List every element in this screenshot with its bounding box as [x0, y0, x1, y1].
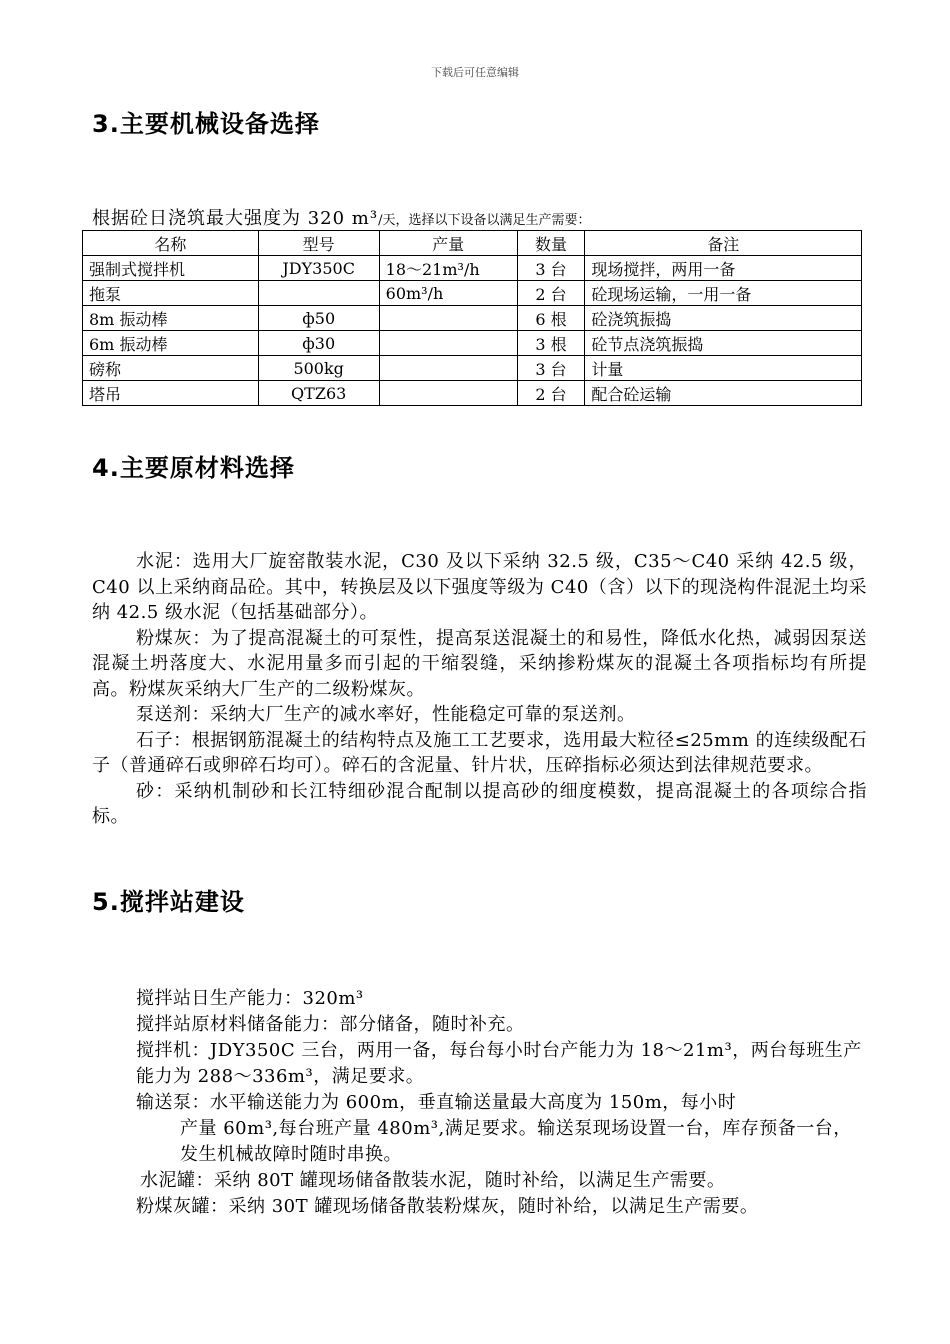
- table-cell: 60m³/h: [379, 281, 517, 306]
- table-row: [83, 356, 862, 381]
- table-cell: 2 台: [517, 281, 585, 306]
- table-cell: 3 台: [517, 356, 585, 381]
- station-mixer: 搅拌机：JDY350C 三台，两用一备，每台每小时台产能力为 18～21m³，两台每班生产能力为 288～336m³，满足要求。: [136, 1040, 862, 1087]
- section-5-title: 5.搅拌站建设: [92, 888, 245, 916]
- table-cell: 拖泵: [83, 281, 259, 306]
- paragraph-sand: 砂：采纳机制砂和长江特细砂混合配制以提高砂的细度模数，提高混凝土的各项综合指标。: [92, 780, 867, 827]
- table-cell: 6 根: [517, 306, 585, 331]
- table-cell: 18～21m³/h: [379, 256, 517, 281]
- table-cell: [379, 306, 517, 331]
- table-cell: 3 根: [517, 331, 585, 356]
- station-flyash-tank: 粉煤灰罐：采纳 30T 罐现场储备散装粉煤灰，随时补给，以满足生产需要。: [136, 1196, 759, 1217]
- table-cell: [379, 356, 517, 381]
- station-capacity: 搅拌站日生产能力：320m³: [136, 988, 364, 1009]
- column-header: 型号: [258, 231, 379, 256]
- table-cell: 8m 振动棒: [83, 306, 259, 331]
- materials-body: [92, 549, 867, 830]
- station-pump-line-2: 产量 60m³,每台班产量 480m³,满足要求。输送泵现场设置一台，库存预备一台，发生机械故障时随时串换。: [180, 1118, 852, 1165]
- table-cell: 砼现场运输，一用一备: [585, 281, 862, 306]
- intro-main-text: 根据砼日浇筑最大强度为 320 m³: [92, 208, 379, 229]
- table-cell: 配合砼运输: [585, 381, 862, 406]
- table-row: [83, 256, 862, 281]
- column-header: 数量: [517, 231, 585, 256]
- column-header: 名称: [83, 231, 259, 256]
- table-cell: 2 台: [517, 381, 585, 406]
- paragraph-gravel: 石子：根据钢筋混凝土的结构特点及施工工艺要求，选用最大粒径≤25mm 的连续级配石子（普通碎石或卵碎石均可）。碎石的含泥量、针片状，压碎指标必须达到法律规范要求。: [92, 729, 867, 776]
- station-storage: 搅拌站原材料储备能力：部分储备，随时补充。: [136, 1014, 525, 1035]
- intro-small-text: /天，选择以下设备以满足生产需要：: [378, 213, 591, 228]
- table-row: [83, 281, 862, 306]
- page-header: 下载后可任意编辑: [431, 66, 519, 79]
- equipment-table: [82, 230, 862, 406]
- paragraph-fly-ash: 粉煤灰：为了提高混凝土的可泵性，提高泵送混凝土的和易性，降低水化热，减弱因泵送混凝土坍落度大、水泥用量多而引起的干缩裂缝，采纳掺粉煤灰的混凝土各项指标均有所提高。粉煤灰采纳大厂生产的二级粉煤灰。: [92, 627, 867, 700]
- table-cell: 计量: [585, 356, 862, 381]
- table-cell: ф50: [258, 306, 379, 331]
- paragraph-pumping-agent: 泵送剂：采纳大厂生产的减水率好，性能稳定可靠的泵送剂。: [136, 704, 636, 725]
- table-cell: 砼节点浇筑振捣: [585, 331, 862, 356]
- station-pump-line-1: 输送泵：水平输送能力为 600m，垂直输送量最大高度为 150m，每小时: [136, 1092, 737, 1113]
- table-cell: 强制式搅拌机: [83, 256, 259, 281]
- table-cell: 3 台: [517, 256, 585, 281]
- table-cell: 500kg: [258, 356, 379, 381]
- table-cell: [258, 281, 379, 306]
- table-cell: 砼浇筑振捣: [585, 306, 862, 331]
- station-body: [92, 986, 867, 1220]
- table-cell: JDY350C: [258, 256, 379, 281]
- table-cell: 磅称: [83, 356, 259, 381]
- paragraph-cement: 水泥：选用大厂旋窑散装水泥，C30 及以下采纳 32.5 级，C35～C40 采纳 42.5 级，C40 以上采纳商品砼。其中，转换层及以下强度等级为 C40（含）以下的现浇构件混泥土均采纳 42.5 级水泥（包括基础部分）。: [92, 551, 867, 623]
- table-cell: 塔吊: [83, 381, 259, 406]
- table-header-row: [83, 231, 862, 256]
- table-cell: 6m 振动棒: [83, 331, 259, 356]
- table-cell: ф30: [258, 331, 379, 356]
- table-row: [83, 331, 862, 356]
- column-header: 产量: [379, 231, 517, 256]
- equipment-intro: [92, 204, 590, 230]
- column-header: 备注: [585, 231, 862, 256]
- table-row: [83, 381, 862, 406]
- table-cell: QTZ63: [258, 381, 379, 406]
- section-4-title: 4.主要原材料选择: [92, 454, 295, 482]
- table-cell: [379, 331, 517, 356]
- table-row: [83, 306, 862, 331]
- table-cell: [379, 381, 517, 406]
- station-cement-tank: 水泥罐：采纳 80T 罐现场储备散装水泥，随时补给，以满足生产需要。: [140, 1170, 726, 1191]
- section-3-title: 3.主要机械设备选择: [92, 110, 320, 138]
- table-cell: 现场搅拌，两用一备: [585, 256, 862, 281]
